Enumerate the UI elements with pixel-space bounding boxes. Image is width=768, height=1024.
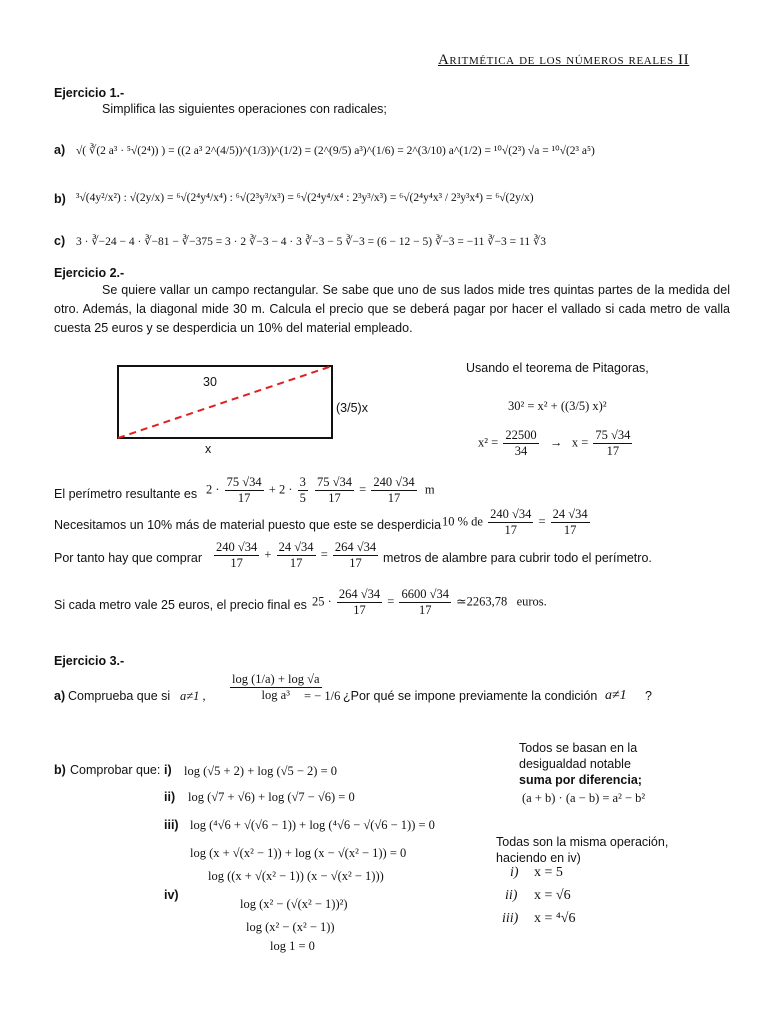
sub-ii-label: ii) bbox=[505, 888, 518, 903]
ex3-a-qmark: ? bbox=[645, 689, 652, 703]
note-notable-identity: Todos se basan en la desigualdad notable suma por diferencia; bbox=[519, 741, 642, 787]
field-diagram bbox=[110, 360, 350, 456]
ex1-c-expression: 3 · ∛−24 − 4 · ∛−81 − ∛−375 = 3 · 2 ∛−3 − 4 · 3 ∛−3 − 5 ∛−3 = (6 − 12 − 5) ∛−3 = −11 ∛−3 = 11 ∛3 bbox=[76, 236, 547, 248]
perimeter-expression: 2 · $\frac{75 √34}{17}$ + 2 · $\frac{3}{5}$ $\frac{75 √34}{17}$ = $\frac{240 √34}{17}$ m bbox=[206, 475, 435, 505]
pythagoras-intro: Usando el teorema de Pitagoras, bbox=[466, 361, 649, 375]
iv-step-4: log (x² − (x² − 1)) bbox=[246, 920, 335, 934]
diagonal-label: 30 bbox=[203, 375, 217, 389]
ex1-c-label: c) bbox=[54, 234, 66, 248]
ex3-a-fraction: $\frac{\log (1/a) + \log √a}{\text{log a³}}$ bbox=[232, 672, 320, 702]
ex3-a-question: ¿Por qué se impone previamente la condición bbox=[343, 689, 598, 703]
ex1-b-expression: ³√(4y²/x²) : √(2y/x) = ⁶√(2⁴y⁴/x⁴) : ⁶√(2³y³/x³) = ⁶√(2⁴y⁴/x⁴ : 2³y³/x³) = ⁶√(2⁴y⁴x³ / 2³y³x⁴) = ⁶√(2y/x) bbox=[76, 192, 534, 204]
ex1-b-label: b) bbox=[54, 192, 66, 206]
iv-step-1: log (x + √(x² − 1)) + log (x − √(x² − 1)) = 0 bbox=[190, 846, 407, 860]
x-squared-solution: x² = $\frac{22500}{34}$ → x = $\frac{75 √34}{17}$ bbox=[478, 428, 631, 458]
ex1-intro: Simplifica las siguientes operaciones con radicales; bbox=[102, 102, 387, 116]
ex1-a-expression: √( ∛(2 a³ · ⁵√(2⁴)) ) = ((2 a³ 2^(4/5))^(1/3))^(1/2) = (2^(9/5) a³)^(1/6) = 2^(3/10) a^(1/2) = ¹⁰√(2³) √a = ¹⁰√(2³ a⁵) bbox=[76, 145, 595, 157]
price-label: Si cada metro vale 25 euros, el precio final es bbox=[54, 598, 307, 612]
ex3-b-label: b) bbox=[54, 763, 66, 777]
ex3-a-condition: a≠1 , bbox=[180, 689, 206, 703]
iv-step-3: log (x² − (√(x² − 1))²) bbox=[240, 897, 348, 911]
sub-i-expression: x = 5 bbox=[534, 865, 563, 880]
price-expression: 25 · $\frac{264 √34}{17}$ = $\frac{6600 √34}{17}$ ≃2263,78 euros. bbox=[312, 587, 547, 617]
ex3-a-rhs: = − 1/6 bbox=[304, 689, 341, 703]
ex2-statement: Se quiere vallar un campo rectangular. Se sabe que uno de sus lados mide tres quintas partes de la medida del otro. Además, la diagonal mide 30 m. Calcula el precio que se deberá pagar por hacer el vallado si cada metro de valla cuesta 25 euros y se desperdicia un 10% del material empleado. bbox=[54, 283, 730, 335]
sub-ii-expression: x = √6 bbox=[534, 888, 571, 903]
iv-step-2: log ((x + √(x² − 1)) (x − √(x² − 1))) bbox=[208, 869, 384, 883]
item-i-expression: log (√5 + 2) + log (√5 − 2) = 0 bbox=[184, 764, 338, 778]
item-ii-expression: log (√7 + √6) + log (√7 − √6) = 0 bbox=[188, 790, 355, 804]
extra-material-expression: 10 % de $\frac{240 √34}{17}$ = $\frac{24 √34}{17}$ bbox=[442, 507, 588, 537]
pythagoras-equation: 30² = x² + ((3/5) x)² bbox=[508, 399, 607, 413]
ex3-a-condition-2: a≠1 bbox=[605, 688, 627, 703]
item-i-label: i) bbox=[164, 763, 172, 777]
base-label: x bbox=[205, 442, 212, 456]
iv-step-5: log 1 = 0 bbox=[270, 939, 315, 953]
item-iv-label: iv) bbox=[164, 888, 179, 902]
buy-expression: $\frac{240 √34}{17}$ + $\frac{24 √34}{17}$ = $\frac{264 √34}{17}$ bbox=[216, 540, 377, 570]
diagonal-line bbox=[118, 366, 332, 438]
page-title: Aritmética de los números reales II bbox=[438, 52, 690, 68]
item-iii-expression: log (⁴√6 + √(√6 − 1)) + log (⁴√6 − √(√6 − 1)) = 0 bbox=[190, 818, 435, 832]
note-same-operation: Todas son la misma operación, haciendo en iv) bbox=[496, 835, 669, 865]
side-label: (3/5)x bbox=[336, 401, 368, 415]
sub-i-label: i) bbox=[510, 865, 519, 880]
ex2-heading: Ejercicio 2.- bbox=[54, 266, 125, 280]
ex3-b-text: Comprobar que: bbox=[70, 763, 161, 777]
item-iii-label: iii) bbox=[164, 818, 179, 832]
ex1-a-label: a) bbox=[54, 143, 66, 157]
ex3-heading: Ejercicio 3.- bbox=[54, 654, 125, 668]
ex3-a-label: a) bbox=[54, 689, 66, 703]
buy-tail: metros de alambre para cubrir todo el perímetro. bbox=[383, 551, 652, 565]
item-ii-label: ii) bbox=[164, 790, 176, 804]
perimeter-label: El perímetro resultante es bbox=[54, 487, 198, 501]
ex1-heading: Ejercicio 1.- bbox=[54, 86, 125, 100]
extra-material-label: Necesitamos un 10% más de material puesto que este se desperdicia bbox=[54, 518, 442, 532]
notable-identity-formula: (a + b) · (a − b) = a² − b² bbox=[522, 791, 646, 805]
sub-iii-label: iii) bbox=[502, 911, 519, 926]
ex3-a-text: Comprueba que si bbox=[68, 689, 171, 703]
buy-label: Por tanto hay que comprar bbox=[54, 551, 202, 565]
sub-iii-expression: x = ⁴√6 bbox=[534, 911, 576, 926]
